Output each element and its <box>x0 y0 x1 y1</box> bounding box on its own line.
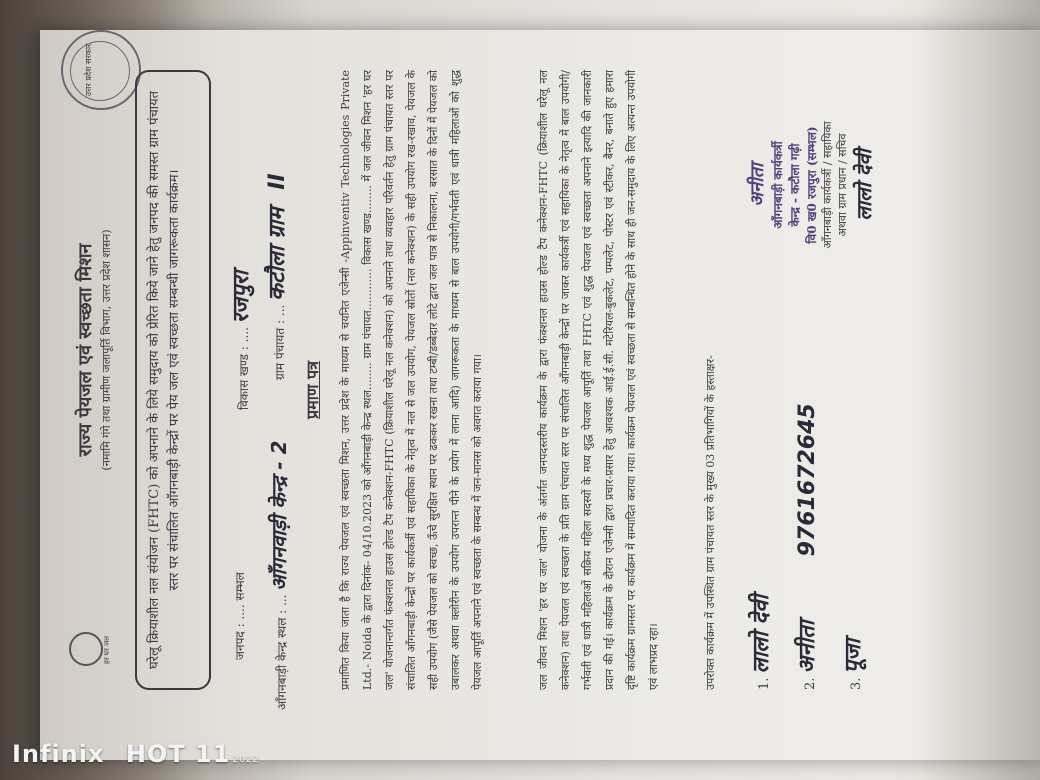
end-mark: II <box>265 173 290 190</box>
centre-label: आँगनबाड़ी केन्द्र स्थल : ... <box>275 594 289 710</box>
watermark-model: HOT 11 <box>125 740 231 768</box>
certificate-title: प्रमाण पत्र <box>303 361 322 419</box>
centre-field <box>265 440 292 710</box>
gram-panchayat-field <box>261 173 291 380</box>
signatory-role-2: अथवा ग्राम प्रधान / सचिव <box>836 133 849 237</box>
centre-value: आँगनवाड़ी केन्द्र - 2 <box>267 440 291 591</box>
watermark-brand: Infinix <box>12 740 105 768</box>
logo-text: हर घर जल <box>103 636 111 664</box>
sig-num: 1. <box>757 677 772 690</box>
sig-name: पूजा <box>841 638 866 674</box>
signature-3 <box>837 639 867 690</box>
emblem-ring <box>70 41 130 101</box>
sig-phone: 9761672645 <box>795 403 820 557</box>
stamp-line-3: वि0 ख0 रजपुरा (सम्भल) <box>805 126 819 244</box>
signature-1 <box>745 595 775 690</box>
gp-label: ग्राम पंचायत : ... <box>273 304 287 380</box>
signatory-sign: अनीता <box>747 163 768 207</box>
block-value: रजपुरा <box>229 270 254 324</box>
signature-2 <box>791 403 821 690</box>
tap-icon <box>69 632 103 666</box>
rotated-document <box>55 30 985 750</box>
up-govt-emblem-icon <box>61 30 141 110</box>
paragraph-1: प्रमाणित किया जाता है कि राज्य पेयजल एवं स्वच्छता मिशन, उत्तर प्रदेश के माध्यम से चयनित एजेन्सी -Appinventiv Technologies Private Ltd.- Noida के द्वारा दिनांक- 04/10.2023 को आँगनबाड़ी केन्द्र स्थल........ ग्राम पंचायत............ विकास खण्ड........ में जल जीवन मिशन 'हर घर जल' योजनान्तर्गत फंक्शनल हाउस होल्ड टैप कनेक्शन-FHTC (क्रियाशील घरेलू नल कनेक्शन) को अपनाने तथा व्यवहार परिवर्तन हेतु ग्राम पंचायत स्तर पर संचालित आँगनबाड़ी केन्द्रों पर कार्यकर्त्री एवं सहायिका के नेतृत्व में नल से जल उपयोग, पेयजल स्रोतों (नल कनेक्शन) के सही उपयोग रख-रखाव, पेयजल के सही उपयोग (जैसे पेयजल को स्वच्छ, ऊँचे सुरक्षित स्थान पर ढककर रखना तथा टम्बी/डब्बेदार लोटे द्वारा जल पात्र से निकालना, बरसात के दिनों में पेयजल को उबालकर अथवा क्लोरीन के उपयोग उपरान्त पीने के प्रयोग में लाना आदि) जागरूकता के माध्यम से बाल उपयोगी/गर्भवती एवं धात्री महिलाओं को शुद्ध पेयजल आपूर्ति अपनाने एवं स्वच्छता के सम्बन्ध में जन-मानस को अवगत कराया गया। <box>339 70 484 690</box>
sig-num: 3. <box>849 677 864 690</box>
stamp-line-2: केन्द्र - कटौला गढ़ी <box>788 143 802 227</box>
gp-value: कटौला ग्राम <box>265 207 290 301</box>
signatory-sign-2: लालो देवी <box>852 149 876 221</box>
district-field <box>231 572 248 660</box>
stamp-line-1: आँगनबाड़ी कार्यकर्त्री <box>771 141 785 229</box>
paragraph-2: जल जीवन मिशन 'हर घर जल' योजना के अंतर्गत जनपदस्तरीय कार्यक्रम के द्वारा फंक्शनल हाउस होल्ड टैप कनेक्शन-FHTC (क्रियाशील घरेलू नल कनेक्शन) तथा पेयजल एवं स्वच्छता के प्रति ग्राम पंचायत स्तर पर संचालित आँगनबाड़ी केन्द्रों पर जाकर कार्यकर्त्री एवं सहायिका के नेतृत्व में बाल उपयोगी/गर्भवती एवं धात्री महिलाओं सक्रिय महिला सदस्यों के मध्य शुद्ध पेयजल आपूर्ति तथा FHTC एवं शुद्ध पेयजल एवं स्वच्छता अपनाने इत्यादि की जानकारी प्रदान की गई। कार्यक्रम के दौरान एजेन्सी द्वारा प्रचार-प्रसार हेतु आवश्यक आई.ई.सी. मटेरियल-बुकलेट, पम्पलेट, पोस्टर एवं स्टीकर, बैनर, बनाते हुए हमारा दृष्टि कार्यक्रम ग्रामस्तर पर कार्यक्रम में सम्पादित कराया गया। कार्यक्रम पेयजल एवं स्वच्छता से सम्बन्धित होने के साथ ही जन-समुदाय के लिए अत्यन्त उपयोगी एवं लाभप्रद रहा। <box>537 70 660 690</box>
header-title: राज्य पेयजल एवं स्वच्छता मिशन <box>75 243 96 457</box>
block-label: विकास खण्ड : .... <box>237 327 251 410</box>
district-value: सम्भल <box>233 572 247 601</box>
watermark-year: 2022 <box>232 755 260 765</box>
program-box: घरेलू क्रियाशील नल संयोजन (FHTC) को अपनाने के लिये समुदाय को प्रेरित किये जाने हेतु जनपद की समस्त ग्राम पंचायत स्तर पर संचालित आँगनबाड़ी केन्द्रों पर पेय जल एवं स्वच्छता सम्बन्धी जागरूकता कार्यक्रम। <box>135 70 211 690</box>
camera-watermark <box>12 740 259 768</box>
sig-num: 2. <box>803 677 818 690</box>
attendance-line: उपरोक्त कार्यक्रम में उपस्थित ग्राम पंचायत स्तर के मुख्य 03 प्रतिभागियों के हस्ताक्षर- <box>704 355 717 690</box>
district-label: जनपद : .... <box>233 604 247 660</box>
sig-name: लालो देवी <box>749 594 774 674</box>
har-ghar-jal-logo <box>69 620 129 680</box>
emblem-text: उत्तर प्रदेश सरकार <box>84 43 93 97</box>
signatory-role: आँगनबाड़ी कार्यकर्त्री / सहायिका <box>821 121 834 249</box>
header-subtitle: (नमामि गंगे तथा ग्रामीण जलापूर्ति विभाग, उत्तर प्रदेश शासन) <box>100 229 113 471</box>
signatory-block <box>745 70 877 300</box>
sig-name: अनीता <box>795 620 820 674</box>
block-field <box>225 271 255 410</box>
